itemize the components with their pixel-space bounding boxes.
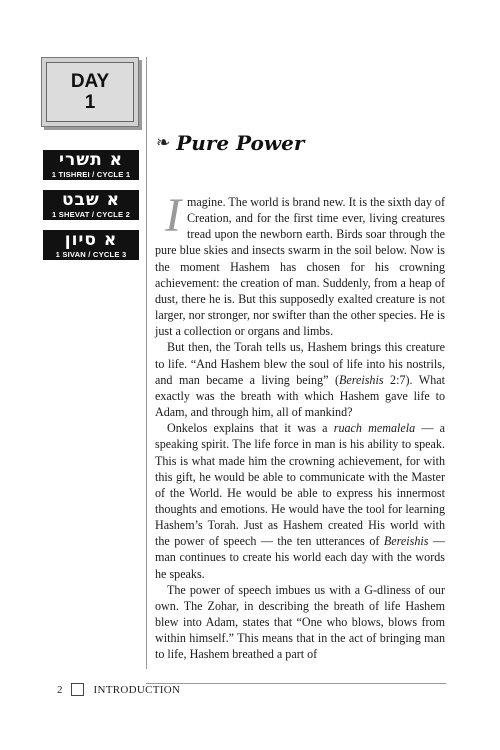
paragraph-text: — man continues to create his world each day with the words he speaks. bbox=[155, 534, 445, 581]
day-badge bbox=[41, 57, 139, 127]
date-label-cycle-1 bbox=[43, 150, 139, 180]
paragraph bbox=[155, 582, 445, 663]
paragraph-text: Onkelos explains that it was a bbox=[167, 421, 334, 436]
leaf-ornament-icon: ❧ bbox=[156, 133, 171, 152]
footer-rule bbox=[146, 683, 446, 684]
day-badge-inner bbox=[46, 62, 134, 122]
date-label-cycle-2 bbox=[43, 190, 139, 220]
margin-rule bbox=[146, 57, 147, 669]
article-body bbox=[155, 189, 445, 663]
date-label-cycle-3 bbox=[43, 230, 139, 260]
page-footer bbox=[57, 683, 180, 696]
day-label: DAY bbox=[70, 71, 110, 92]
english-date: 1 SHEVAT / CYCLE 2 bbox=[51, 210, 130, 219]
paragraph-text: magine. The world is brand new. It is the sixth day of Creation, and for the first time ever, living creatures tread upon the newborn earth. Birds soar through the pure blue skies and insects swarm in the soil below. Now is the moment Hashem has chosen for his crowning achievement: the creation of man. Suddenly, from a heap of dust, there he is. But this supposedly exalted creature is not larger, nor stronger, nor swifter than the other species. He is just a collection or organs and limbs. bbox=[155, 195, 445, 339]
section-name: INTRODUCTION bbox=[93, 683, 181, 696]
english-date: 1 SIVAN / CYCLE 3 bbox=[55, 250, 127, 259]
article-title: Pure Power bbox=[176, 131, 305, 155]
square-bullet-icon bbox=[71, 683, 84, 696]
paragraph-text: The power of speech imbues us with a G-dliness of our own. The Zohar, in describing the breath of life Hashem blew into Adam, states that “One who blows, blows from within himself.” This means that in the act of bringing man to life, Hashem breathed a part of bbox=[155, 582, 445, 662]
paragraph bbox=[155, 420, 445, 582]
page-number: 2 bbox=[57, 683, 63, 696]
drop-cap: I bbox=[165, 189, 181, 242]
paragraph bbox=[155, 339, 445, 420]
hebrew-date: א שבט bbox=[61, 190, 121, 210]
paragraph bbox=[155, 189, 445, 339]
paragraph-text: But then, the Torah tells us, Hashem brings this creature to life. “And Hashem blew the soul of life into his nostrils, and man became a living being” ( bbox=[155, 340, 445, 387]
article-heading bbox=[156, 130, 304, 156]
term: ruach memalela bbox=[333, 421, 416, 436]
hebrew-date: א תשרי bbox=[58, 150, 124, 170]
english-date: 1 TISHREI / CYCLE 1 bbox=[51, 170, 131, 179]
citation: Bereishis bbox=[383, 534, 429, 549]
citation: Bereishis bbox=[338, 372, 384, 387]
hebrew-date: א סיון bbox=[64, 230, 118, 250]
paragraph-text: 2:7). What exactly was the breath with which Hashem gave life to Adam, and through him, all of mankind? bbox=[155, 372, 445, 420]
day-number: 1 bbox=[84, 92, 96, 113]
paragraph-text: — a speaking spirit. The life force in man is his ability to speak. This is what made him the crowning achievement, for with this gift, he would be able to communicate with the Master of the World. He would be able to express his innermost thoughts and emotions. He would have the tool for learning Hashem’s Torah. Just as Hashem created His world with the power of speech — the ten utterances of bbox=[155, 421, 445, 549]
